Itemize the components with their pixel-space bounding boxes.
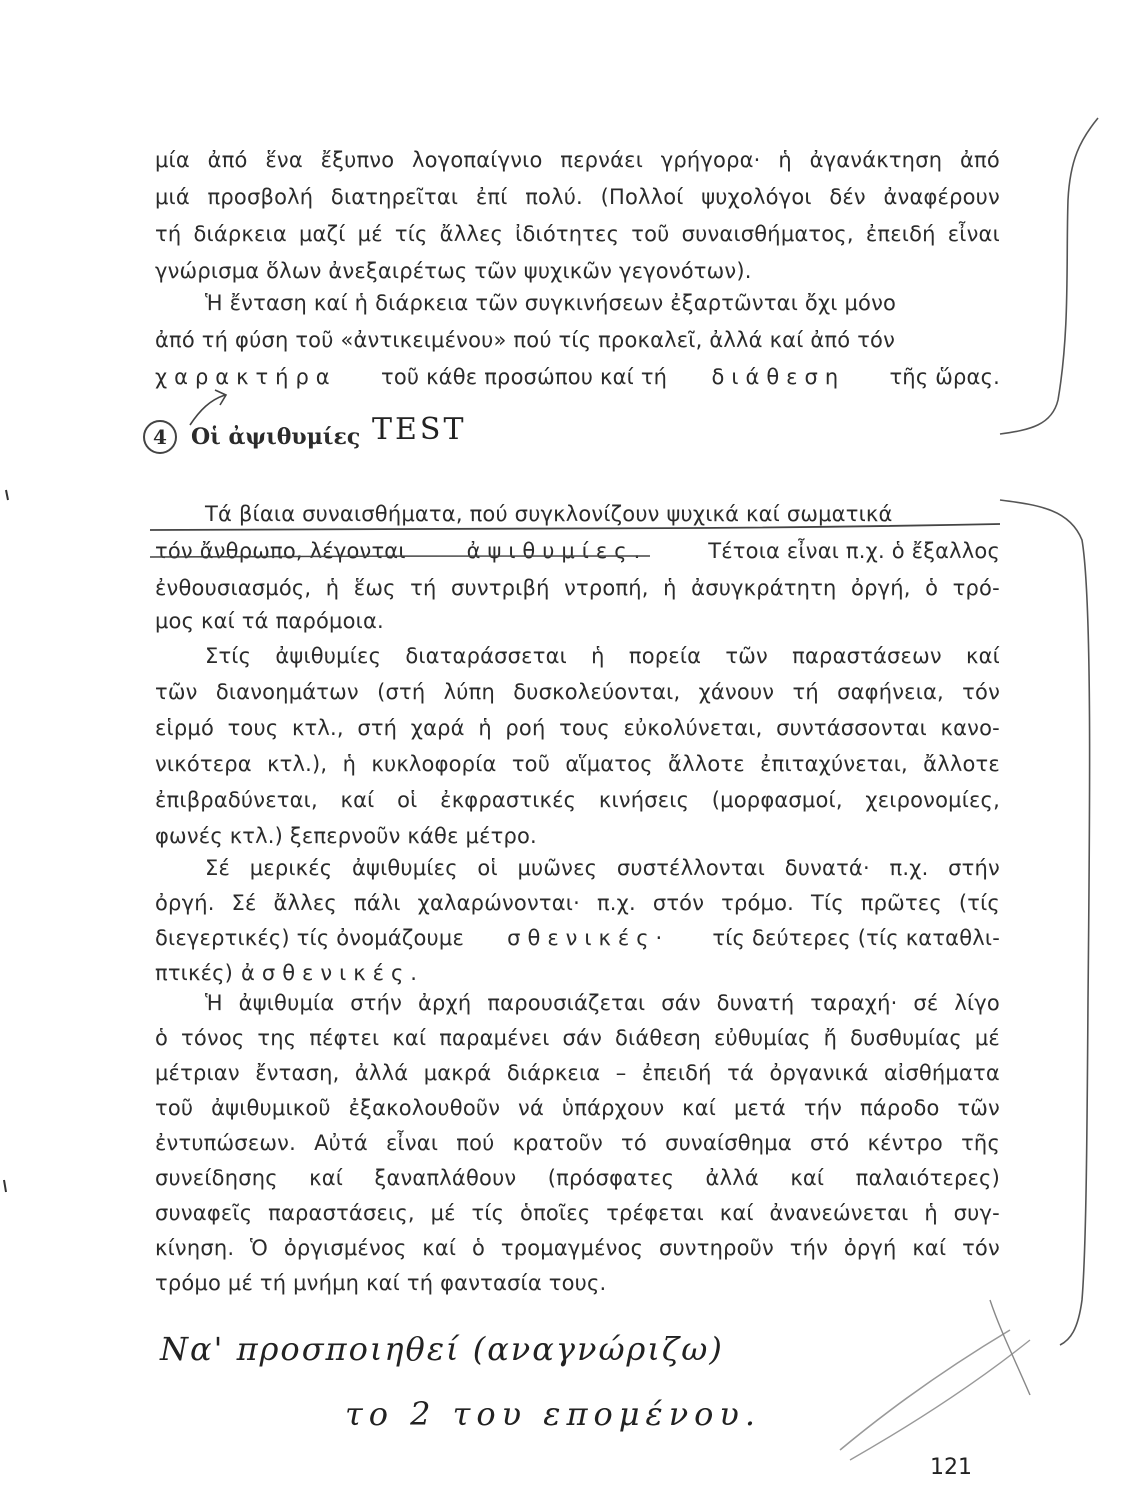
word: ἀψιθυμίες	[275, 644, 382, 668]
word: π.χ.	[889, 856, 929, 880]
word: συνείδησης	[155, 1166, 278, 1190]
word: καί	[340, 788, 375, 812]
word: ἄλλες	[439, 222, 504, 246]
word: ἔνταση,	[255, 1061, 340, 1085]
text-line	[155, 710, 1000, 746]
crossout-stroke	[990, 1300, 1030, 1395]
word: καί	[422, 1236, 457, 1260]
word: κρατοῦν	[512, 1131, 603, 1155]
text-line	[155, 920, 1000, 956]
text-line	[155, 850, 1000, 886]
word: διαταράσσεται	[405, 644, 567, 668]
word: ὑπάρχουν	[561, 1096, 665, 1120]
emphasized-word: σθενικές·	[507, 926, 670, 950]
word: παρουσιάζεται	[487, 991, 646, 1015]
word: παλαιότερες)	[855, 1166, 1000, 1190]
word: τῶν	[957, 1096, 1000, 1120]
word: συντηροῦν	[658, 1236, 774, 1260]
text-line	[155, 985, 1000, 1021]
word: τή	[155, 222, 182, 246]
word: ἡ	[342, 752, 357, 776]
section-heading	[143, 420, 360, 454]
word: εἶναι	[947, 222, 1000, 246]
word: ἡ	[478, 716, 492, 740]
word: οἱ	[477, 856, 498, 880]
word: τρέφεται	[606, 1201, 704, 1225]
word: στό	[809, 1131, 850, 1155]
text-line	[155, 1195, 1000, 1231]
word: ἀπό	[207, 148, 248, 172]
word: ὁ	[155, 1026, 169, 1050]
word: νά	[518, 1096, 545, 1120]
text-line	[155, 638, 1000, 674]
word: μέ	[357, 222, 383, 246]
word: ἡ	[924, 1201, 938, 1225]
handwritten-note-line-2: το 2 του επομένου.	[345, 1395, 762, 1433]
word: λογοπαίγνιο	[412, 148, 543, 172]
word: τά	[727, 1061, 755, 1085]
word: καί	[719, 1201, 754, 1225]
handwritten-test-note: TEST	[372, 412, 467, 447]
word: τήν	[789, 1236, 829, 1260]
word: ἄλλες	[273, 891, 337, 915]
word: τῶν	[725, 644, 768, 668]
word: ταραχή·	[810, 991, 898, 1015]
text-span: τόν ἄνθρωπο, λέγονται	[155, 539, 406, 563]
word: τή	[410, 576, 437, 600]
word: ὀργισμένος	[283, 1236, 407, 1260]
word: δέν	[829, 185, 866, 209]
word: ὁ	[925, 576, 939, 600]
word: ξαναπλάθουν	[374, 1166, 517, 1190]
word: δυνατά·	[784, 856, 870, 880]
crossout-stroke	[850, 1340, 1030, 1460]
word: σέ	[913, 991, 939, 1015]
word: πρῶτες	[860, 891, 942, 915]
text-line: ἀπό τή φύση τοῦ «ἀντικειμένου» πού τίς προκαλεῖ, ἀλλά καί ἀπό τόν	[155, 328, 896, 352]
text-line	[155, 1090, 1000, 1126]
word: τήν	[803, 1096, 843, 1120]
text-line	[155, 1055, 1000, 1091]
word: (τίς	[958, 891, 1000, 915]
word: πού	[456, 1131, 495, 1155]
word: οἱ	[397, 788, 418, 812]
word: χαρά	[410, 716, 465, 740]
text-line: Ἡ ἔνταση καί ἡ διάρκεια τῶν συγκινήσεων ἐξαρτῶνται ὄχι μόνο	[205, 291, 897, 315]
emphasized-word: ἀψιθυμίες.	[466, 539, 648, 563]
word: τοῦ	[631, 222, 670, 246]
word: τοῦ	[155, 1096, 194, 1120]
word: παραστάσεων	[792, 644, 942, 668]
word: ἐντυπώσεων.	[155, 1131, 296, 1155]
text-line	[155, 674, 1000, 710]
word: (μορφασμοί,	[711, 788, 843, 812]
word: ἀλλά	[354, 1061, 409, 1085]
word: αἰσθήματα	[884, 1061, 1000, 1085]
word: συναισθήματος,	[681, 222, 854, 246]
word: συντάσσονται	[776, 716, 927, 740]
text-line: γνώρισμα ὅλων ἀνεξαιρέτως τῶν ψυχικῶν γεγονότων).	[155, 259, 752, 283]
text-line	[155, 1160, 1000, 1196]
word: μερικές	[249, 856, 333, 880]
word: μιά	[155, 185, 190, 209]
word: ἡ	[663, 576, 677, 600]
word: στήν	[948, 856, 1000, 880]
word: ἀψιθυμία	[238, 991, 335, 1015]
word: ἡ	[591, 644, 605, 668]
word: ντροπή,	[564, 576, 649, 600]
word: γρήγορα·	[660, 148, 761, 172]
word: τή	[792, 680, 819, 704]
word: ἄλλοτε	[923, 752, 1000, 776]
word: κτλ.,	[291, 716, 344, 740]
word: Σέ	[205, 856, 231, 880]
stray-mark	[6, 490, 8, 500]
word: τοῦ	[511, 752, 551, 776]
word: διανοημάτων	[215, 680, 359, 704]
word: πέφτει	[309, 1026, 380, 1050]
text-span: τῆς ὥρας.	[889, 365, 1000, 389]
page-number: 121	[930, 1455, 972, 1480]
word: χάνουν	[698, 680, 775, 704]
text-line	[155, 1230, 1000, 1266]
text-line	[155, 142, 1000, 178]
word: δυσθυμίας	[850, 1026, 962, 1050]
word: διάθεση	[614, 1026, 701, 1050]
text-line: μος καί τά παρόμοια.	[155, 609, 384, 633]
word: ἀπό	[959, 148, 1000, 172]
word: (πρόσφατες	[547, 1166, 675, 1190]
word: ὁ	[472, 1236, 486, 1260]
text-line: Τά βίαια συναισθήματα, πού συγκλονίζουν ψυχικά καί σωματικά	[205, 502, 893, 526]
word: Τίς	[810, 891, 844, 915]
word: τίς	[471, 1201, 505, 1225]
word: καί	[912, 1236, 947, 1260]
word: ἔξυπνο	[320, 148, 395, 172]
word: κανο-	[940, 716, 1000, 740]
word: εὐκολύνεται,	[623, 716, 763, 740]
word: τῶν	[155, 680, 198, 704]
word: της	[257, 1026, 297, 1050]
word: τόν	[962, 1236, 1000, 1260]
margin-bracket-right	[1000, 500, 1090, 1345]
word: μυῶνες	[517, 856, 598, 880]
word: ὀργανικά	[769, 1061, 869, 1085]
word: κτλ.),	[267, 752, 328, 776]
word: καί	[682, 1096, 717, 1120]
word: σάν	[562, 1026, 603, 1050]
word: (στή	[377, 680, 426, 704]
word: διάρκεια	[506, 1061, 601, 1085]
text-line	[155, 570, 1000, 606]
text-line	[155, 782, 1000, 818]
word: καί	[392, 1026, 427, 1050]
word: ψυχολόγοι	[701, 185, 812, 209]
section-number: 4	[143, 420, 177, 454]
word: καί	[309, 1166, 344, 1190]
word: πάλι	[353, 891, 401, 915]
word: συστέλλονται	[616, 856, 766, 880]
word: μέτριαν	[155, 1061, 240, 1085]
emphasized-word: διάθεση	[711, 365, 846, 389]
word: τρόμο.	[721, 891, 795, 915]
word: μακρά	[423, 1061, 492, 1085]
word: μετά	[733, 1096, 786, 1120]
text-line	[155, 885, 1000, 921]
text-line	[155, 359, 1000, 395]
word: δυνατή	[716, 991, 795, 1015]
margin-bracket-top	[1000, 118, 1098, 434]
word: εἶναι	[386, 1131, 439, 1155]
word: ἐπί	[475, 185, 508, 209]
word: κίνηση.	[155, 1236, 235, 1260]
word: τους	[227, 716, 279, 740]
word: πάροδο	[859, 1096, 940, 1120]
word: ροή	[505, 716, 546, 740]
word: προσβολή	[207, 185, 314, 209]
word: ἐκφραστικές	[440, 788, 577, 812]
word: –	[615, 1061, 627, 1085]
word: στόν	[652, 891, 705, 915]
word: ἕνα	[265, 148, 303, 172]
word: ἀψιθυμίες	[351, 856, 458, 880]
word: λίγο	[954, 991, 1000, 1015]
text-line: τρόμο μέ τή μνήμη καί τή φαντασία τους.	[155, 1271, 607, 1295]
word: συντριβή	[451, 576, 550, 600]
word: χειρονομίες,	[865, 788, 1000, 812]
word: τόν	[962, 680, 1000, 704]
word: τρομαγμένος	[500, 1236, 644, 1260]
word: ἀσυγκράτητη	[691, 576, 837, 600]
word: πορεία	[628, 644, 702, 668]
word: ὀργή,	[851, 576, 911, 600]
word: σάν	[661, 991, 701, 1015]
word: ἐπειδή	[865, 222, 936, 246]
word: (Πολλοί	[600, 185, 684, 209]
word: ἐπειδή	[641, 1061, 712, 1085]
word: ὀργή	[843, 1236, 897, 1260]
word: μία	[155, 148, 190, 172]
word: ἄλλοτε	[668, 752, 745, 776]
word: ἐπιταχύνεται,	[760, 752, 908, 776]
word: χαλαρώνονται·	[417, 891, 580, 915]
word: τίς	[394, 222, 428, 246]
word: ἐνθουσιασμός,	[155, 576, 312, 600]
word: διάρκεια	[193, 222, 287, 246]
word: ἀρχή	[417, 991, 472, 1015]
emphasized-word: ἀσθενικές.	[241, 961, 424, 985]
text-line	[155, 1020, 1000, 1056]
word: Ὁ	[250, 1236, 269, 1260]
word: μέ	[430, 1201, 456, 1225]
word: ἀλλά	[705, 1166, 759, 1190]
word: ἡ	[325, 576, 340, 600]
text-span: τοῦ κάθε προσώπου καί τή	[380, 365, 668, 389]
word: δυσκολεύονται,	[513, 680, 681, 704]
word: εἱρμό	[155, 716, 214, 740]
word: τρό-	[952, 576, 1000, 600]
word: τό	[621, 1131, 647, 1155]
text-line: φωνές κτλ.) ξεπερνοῦν κάθε μέτρο.	[155, 824, 537, 848]
section-title: Οἱ ἀψιθυμίες	[191, 424, 361, 450]
word: Αὐτά	[314, 1131, 368, 1155]
text-line	[155, 216, 1000, 252]
text-span: τίς δεύτερες (τίς καταθλι-	[712, 926, 1000, 950]
handwritten-note-line-1: Να' προσποιηθεί (αναγνώριζω)	[160, 1330, 724, 1368]
word: ἀψιθυμικοῦ	[211, 1096, 331, 1120]
word: καί	[790, 1166, 825, 1190]
word: ἀνανεώνεται	[769, 1201, 909, 1225]
word: ἰδιότητες	[515, 222, 620, 246]
text-span: Τέτοια εἶναι π.χ. ὁ ἔξαλλος	[708, 539, 1000, 563]
word: κυκλοφορία	[371, 752, 497, 776]
word: ἐπιβραδύνεται,	[155, 788, 318, 812]
word: στήν	[350, 991, 403, 1015]
word: τῆς	[961, 1131, 1000, 1155]
stray-mark	[4, 1180, 6, 1192]
word: πολύ.	[525, 185, 583, 209]
word: π.χ.	[596, 891, 636, 915]
word: Στίς	[205, 644, 252, 668]
text-line	[155, 179, 1000, 215]
word: παραστάσεις,	[268, 1201, 415, 1225]
word: ἀναφέρουν	[883, 185, 1000, 209]
word: περνάει	[560, 148, 644, 172]
word: ἐξακολουθοῦν	[348, 1096, 501, 1120]
word: σαφήνεια,	[837, 680, 944, 704]
word: Σέ	[231, 891, 257, 915]
word: τους	[559, 716, 610, 740]
word: συναφεῖς	[155, 1201, 253, 1225]
word: εὐθυμίας	[713, 1026, 811, 1050]
word: ὁποῖες	[520, 1201, 591, 1225]
text-line	[155, 1125, 1000, 1161]
word: μέ	[974, 1026, 1000, 1050]
word: ἤ	[823, 1026, 838, 1050]
word: νικότερα	[155, 752, 252, 776]
word: τόνος	[181, 1026, 245, 1050]
text-line	[155, 533, 1000, 569]
word: κέντρο	[867, 1131, 943, 1155]
word: ἕως	[353, 576, 396, 600]
word: συναίσθημα	[665, 1131, 792, 1155]
word: ὀργή.	[155, 891, 215, 915]
word: λύπη	[443, 680, 495, 704]
emphasized-word: χαρακτήρα	[155, 365, 337, 389]
text-line	[155, 746, 1000, 782]
word: ἡ	[778, 148, 792, 172]
text-span: πτικές)	[155, 961, 234, 985]
word: κινήσεις	[598, 788, 690, 812]
word: μαζί	[298, 222, 346, 246]
word: συγ-	[953, 1201, 1000, 1225]
word: αἵματος	[565, 752, 653, 776]
word: στή	[357, 716, 398, 740]
word: Ἡ	[205, 991, 223, 1015]
word: διατηρεῖται	[330, 185, 459, 209]
word: παραμένει	[439, 1026, 550, 1050]
word: καί	[966, 644, 1000, 668]
text-span: διεγερτικές) τίς ὀνομάζουμε	[155, 926, 464, 950]
word: ἀγανάκτηση	[809, 148, 943, 172]
crossout-stroke	[840, 1330, 1010, 1450]
